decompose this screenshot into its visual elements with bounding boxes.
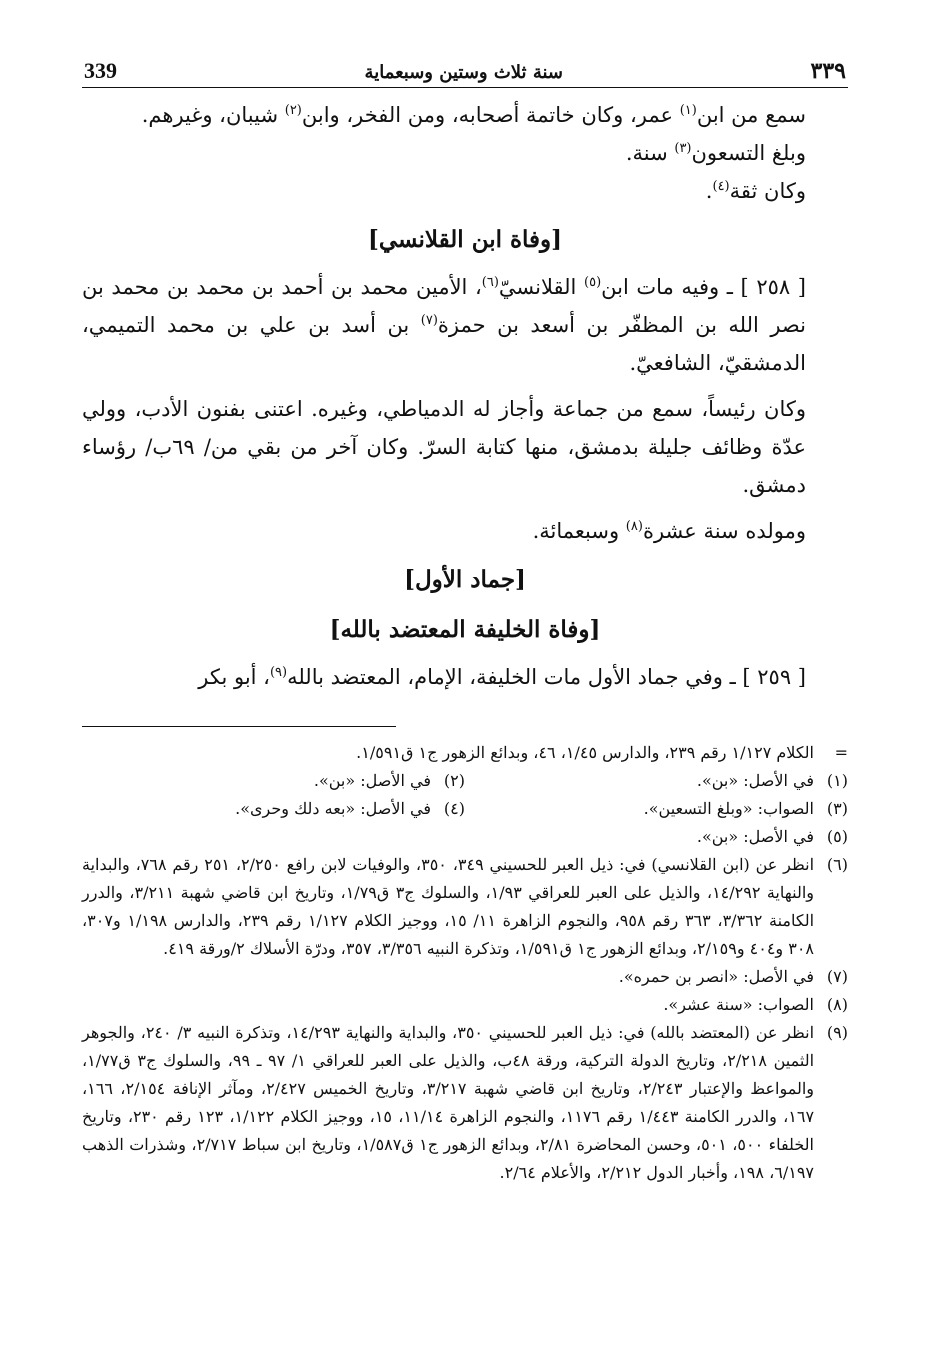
footnote-text: الكلام ١/١٢٧ رقم ٢٣٩، والدارس ١/٤٥، ٤٦، وبدائع الزهور ج١ ق١/٥٩١.	[356, 743, 814, 762]
footnote-1	[465, 767, 848, 795]
footnote-text: في الأصل: «بن».	[313, 771, 431, 790]
footnote-ref[interactable]: (٩)	[269, 665, 288, 680]
text-run: عمر، وكان خاتمة أصحابه، ومن الفخر، وابن	[301, 103, 680, 127]
footnote-text: انظر عن (المعتضد بالله) في: ذيل العبر للحسيني ٣٥٠، والبداية والنهاية ١٤/٢٩٣، وتذكرة النبيه ٣/ ٢٤٠، والجوهر الثمين ٢/٢١٨، وتاريخ الدولة التركية، ورقة ٤٨ب، والذيل على العبر للعراقي ١/ ٩٧ ـ ٩٩، والسلوك ج٣ ق١/٧٧، والمواعظ والإعتبار ٢/٢٤٣، وتاريخ ابن قاضي شهبة ٣/٢١٧، وتاريخ الخميس ٢/٤٢٧، ومآثر الإنافة ٢/١٥٤، ١٦٦، ١٦٧، والدرر الكامنة ١/٤٤٣ رقم ١١٧٦، والنجوم الزاهرة ١١/١٤، ١٥، ووجيز الكلام ١/١٢٢، ١٢٣ رقم ٢٣٠، وتاريخ الخلفاء ٥٠٠، ٥٠١، وحسن المحاضرة ٢/٨١، وبدائع الزهور ج١ ق١/٥٨٧، وتاريخ ابن سباط ٢/٧١٧، وشذرات الذهب ٦/١٩٧، ١٩٨، وأخبار الدول ٢/٢١٢، والأعلام ٢/٦٤.	[82, 1023, 815, 1182]
entry-258	[82, 268, 848, 382]
footnote-ref[interactable]: (٣)	[674, 141, 692, 156]
footnote-8	[82, 991, 848, 1019]
paragraph-students	[82, 96, 848, 134]
text-run: القلانسيّ	[498, 275, 584, 299]
text-run: بن أسد بن علي بن محمد التميمي، الدمشقيّ، الشافعيّ.	[82, 313, 806, 375]
footnote-9	[82, 1019, 848, 1187]
footnote-5	[82, 823, 848, 851]
footnote-number: =	[834, 743, 848, 762]
footnote-6	[82, 851, 848, 963]
text-run: [ ٢٥٩ ] ـ وفي جماد الأول مات الخليفة، الإمام، المعتضد بالله	[287, 665, 806, 689]
text-run: سنة.	[625, 141, 675, 165]
footnote-number: (٥)	[826, 827, 848, 846]
footnote-text: في الأصل: «انصر بن حمره».	[618, 967, 814, 986]
section-heading-qalanisi: [وفاة ابن القلانسي]	[367, 226, 563, 253]
footnote-number: (٤)	[443, 799, 465, 818]
footnote-number: (٦)	[826, 855, 848, 874]
footnote-ref[interactable]: (٦)	[481, 275, 499, 290]
text-run: ومولده سنة عشرة	[642, 519, 806, 543]
footnote-ref[interactable]: (٧)	[420, 313, 438, 328]
entry-259	[82, 658, 848, 696]
footnote-2	[82, 767, 465, 795]
footnote-pair	[82, 767, 848, 795]
text-run: وبلغ التسعون	[691, 141, 806, 165]
page-number-arabic: ٣٣٩	[810, 58, 846, 84]
paragraph-biography: وكان رئيساً، سمع من جماعة وأجاز له الدمياطي، وغيره. اعتنى بفنون الأدب، وولي عدّة وظائف جليلة بدمشق، منها كتابة السرّ. وكان آخر من بقي من/ ٦٩ب/ رؤساء دمشق.	[82, 397, 806, 497]
footnote-text: الصواب: «وبلغ التسعين».	[643, 799, 814, 818]
footnote-number: (٨)	[826, 995, 848, 1014]
footnote-ref[interactable]: (٤)	[712, 179, 730, 194]
footnote-text: في الأصل: «بن».	[696, 827, 814, 846]
footnote-pair	[82, 795, 848, 823]
main-text	[82, 96, 848, 696]
footnote-number: (١)	[826, 771, 848, 790]
footnote-ref[interactable]: (٥)	[584, 275, 602, 290]
paragraph-age	[82, 134, 848, 172]
text-run: ، الأمين محمد بن أحمد بن محمد بن محمد بن نصر الله بن المظفّر بن أسعد بن حمزة	[82, 275, 806, 337]
section-heading-caliph: [وفاة الخليفة المعتضد بالله]	[329, 616, 601, 643]
paragraph-birth	[82, 512, 848, 550]
footnote-ref[interactable]: (٢)	[284, 103, 302, 118]
text-run: وكان ثقة	[729, 179, 806, 203]
footnote-3	[465, 795, 848, 823]
section-heading-month: [جماد الأول]	[404, 566, 526, 593]
footnote-7	[82, 963, 848, 991]
footnote-number: (٩)	[826, 1023, 848, 1042]
footnote-4	[82, 795, 465, 823]
text-run: وسبعمائة.	[532, 519, 626, 543]
text-run: سمع من ابن	[696, 103, 806, 127]
text-run: .	[705, 179, 713, 203]
footnote-ref[interactable]: (٨)	[625, 519, 643, 534]
text-run: [ ٢٥٨ ] ـ وفيه مات ابن	[601, 275, 806, 299]
footnote-text: انظر عن (ابن القلانسي) في: ذيل العبر للحسيني ٣٤٩، ٣٥٠، والوفيات لابن رافع ٢/٢٥٠، ٢٥١ رقم ٧٦٨، والبداية والنهاية ١٤/٢٩٢، والذيل على العبر للعراقي ١/٩٣، والسلوك ج٣ ق١/٧٩، وتاريخ ابن قاضي شهبة ٣/٢١١، والدرر الكامنة ٣/٣٦٢، ٣٦٣ رقم ٩٥٨، والنجوم الزاهرة ١١/ ١٥، ووجيز الكلام ١/١٢٧ رقم ٢٣٩، والدارس ١/١٩٨ و٣٠٧، ٣٠٨ و٤٠٤ و٢/١٥٩، وبدائع الزهور ج١ ق١/٥٩١، وتذكرة النبيه ٣/٣٥٦، ٣٥٧، ودرّة الأسلاك ٢/ورقة ٤١٩.	[82, 855, 815, 958]
running-title: سنة ثلاث وستين وسبعماية	[364, 62, 563, 83]
footnote-number: (٢)	[443, 771, 465, 790]
running-header	[82, 58, 848, 88]
footnote-number: (٧)	[826, 967, 848, 986]
footnote-text: في الأصل: «بن».	[696, 771, 814, 790]
footnote-number: (٣)	[826, 799, 848, 818]
text-run: ، أبو بكر	[198, 665, 270, 689]
paragraph-trustworthy	[82, 172, 848, 210]
footnotes	[82, 739, 848, 1187]
footnote-separator	[82, 726, 396, 727]
footnote-continuation	[82, 739, 848, 767]
footnote-text: الصواب: «سنة عشر».	[663, 995, 814, 1014]
footnote-ref[interactable]: (١)	[679, 103, 697, 118]
footnote-text: في الأصل: «بعه دلك وحرى».	[235, 799, 431, 818]
text-run: شيبان، وغيرهم.	[141, 103, 285, 127]
page-number-latin: 339	[84, 58, 117, 83]
